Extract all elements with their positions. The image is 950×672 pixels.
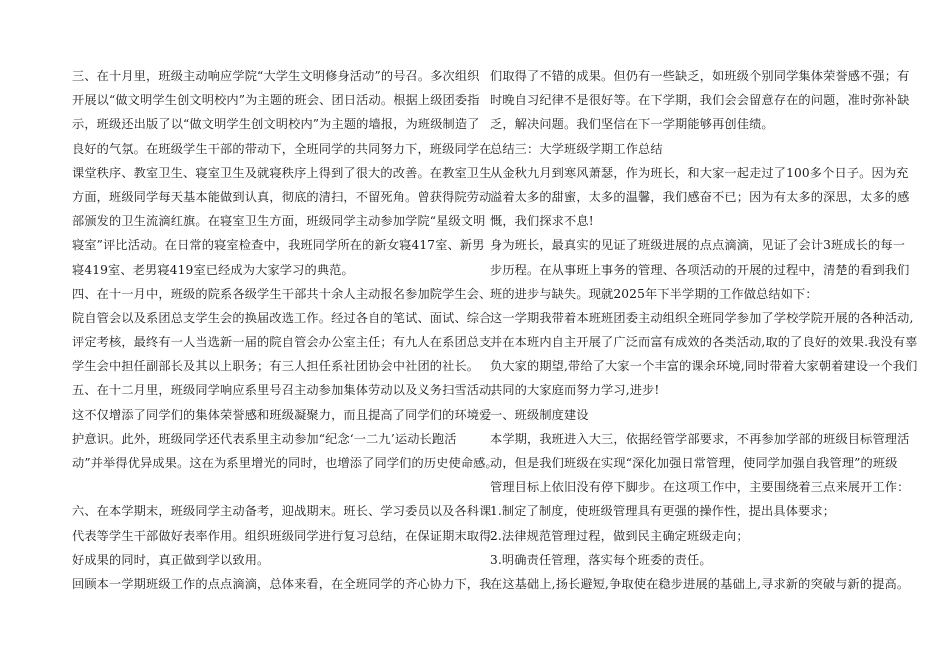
text-line: 2.法律规范管理过程，做到民主确定班级走向； <box>490 528 749 543</box>
text-line: 这不仅增添了同学们的集体荣誉感和班级凝聚力，而且提高了同学们的环境爱 <box>72 407 492 422</box>
text-line: 溢着太多的甜蜜，太多的温馨，我们感奋不已；因为有太多的深思，太多的感 <box>490 189 910 204</box>
text-line: 负大家的期望,带给了大家一个丰富的课余环境,同时带着大家朝着建设一个我们 <box>490 359 918 374</box>
text-line: 评定考核，最终有一人当选新一届的院自管会办公室主任；有九人在系团总支 <box>72 335 492 350</box>
text-line: 护意识。此外，班级同学还代表系里主动参加“纪念‘一二九’运动长跑活 <box>72 431 457 446</box>
text-line: 这一学期我带着本班班团委主动组织全班同学参加了学校学院开展的各种活动, <box>490 310 914 325</box>
text-line: 学生会中担任副部长及其以上职务；有三人担任系社团协会中社团的社长。 <box>72 359 480 374</box>
text-line: 从金秋九月到寒风萧瑟，作为班长，和大家一起走过了100多个日子。因为充 <box>490 165 909 180</box>
text-line: 课堂秩序、教室卫生、寝室卫生及就寝秩序上得到了很大的改善。在教室卫生 <box>72 165 492 180</box>
right-text-column <box>490 64 918 596</box>
text-line: 本学期，我班进入大三，依据经管学部要求，不再参加学部的班级目标管理活 <box>490 431 910 446</box>
left-text-column <box>72 64 504 596</box>
text-line: 部颁发的卫生流滴红旗。在寝室卫生方面，班级同学主动参加学院“星级文明 <box>72 214 486 229</box>
text-line: 良好的气氛。在班级学生干部的带动下，全班同学的共同努力下，班级同学在 <box>72 141 492 156</box>
text-line: 1.制定了制度，使班级管理具有更强的操作性，提出具体要求； <box>490 504 836 519</box>
text-line: 好成果的同时，真正做到学以致用。 <box>72 552 270 567</box>
text-line: 管理目标上依旧没有停下脚步。在这项工作中，主要围绕着三点来展开工作： <box>490 480 910 495</box>
text-line: 动，但是我们班级在实现“深化加强日常管理，使同学加强自我管理”的班级 <box>490 456 898 470</box>
text-line: 代表等学生干部做好表率作用。组织班级同学进行复习总结，在保证期末取得 <box>72 528 492 543</box>
text-line: 三、在十月里，班级主动响应学院“大学生文明修身活动”的号召。多次组织 <box>72 69 480 83</box>
text-line: 五、在十二月里，班级同学响应系里号召主动参加集体劳动以及义务扫雪活动。 <box>72 383 504 398</box>
text-line: 总结三：大学班级学期工作总结 <box>490 141 663 156</box>
text-line: 示，班级还出版了以“做文明学生创文明校内”为主题的墙报，为班级制造了 <box>72 117 480 132</box>
text-line: 慨，我们探求不息! <box>490 214 594 229</box>
text-line: 开展以“做文明学生创文明校内”为主题的班会、团日活动。根据上级团委指 <box>72 93 480 108</box>
text-line: 寝419室、老男寝419室已经成为大家学习的典范。 <box>72 262 354 277</box>
text-line: 共同的大家庭而努力学习,进步! <box>490 383 660 398</box>
text-line: 院自管会以及系团总支学生会的换届改选工作。经过各自的笔试、面试、综合 <box>72 310 492 325</box>
text-line: 一、班级制度建设 <box>490 407 589 422</box>
text-line: 寝室”评比活动。在日常的寝室检查中，我班同学所在的新女寝417室、新男 <box>72 238 485 253</box>
text-line: 身为班长，最真实的见证了班级进展的点点滴滴，见证了会计3班成长的每一 <box>490 238 906 253</box>
blank-line <box>72 475 466 499</box>
text-line: 并在本班内自主开展了广泛而富有成效的各类活动,取的了良好的效果.我没有辜 <box>490 335 918 350</box>
text-line: 乏，解决问题。我们坚信在下一学期能够再创佳绩。 <box>490 117 774 132</box>
text-line: 四、在十一月中，班级的院系各级学生干部共十余人主动报名参加院学生会、 <box>72 286 492 301</box>
text-line: 时晚自习纪律不是很好等。在下学期，我们会会留意存在的问题，准时弥补缺 <box>490 93 910 108</box>
text-line: 回顾本一学期班级工作的点点滴滴，总体来看，在全班同学的齐心协力下，我 <box>72 576 492 591</box>
text-line: 动”并举得优异成果。这在为系里增光的同时，也增添了同学们的历史使命感。 <box>72 456 498 470</box>
text-line: 们取得了不错的成果。但仍有一些缺乏，如班级个别同学集体荣誉感不强；有 <box>490 69 910 83</box>
text-line: 六、在本学期末，班级同学主动备考，迎战期末。班长、学习委员以及各科课 <box>72 504 492 519</box>
text-line: 步历程。在从事班上事务的管理、各项活动的开展的过程中，清楚的看到我们 <box>490 262 910 277</box>
text-line: 在这基础上,扬长避短,争取使在稳步进展的基础上,寻求新的突破与新的提高。 <box>490 576 910 591</box>
text-line: 班的进步与缺失。现就2025年下半学期的工作做总结如下： <box>490 286 818 301</box>
text-line: 方面，班级同学每天基本能做到认真，彻底的清扫，不留死角。曾获得院劳动 <box>72 189 492 204</box>
text-line: 3.明确责任管理，落实每个班委的责任。 <box>490 552 712 567</box>
